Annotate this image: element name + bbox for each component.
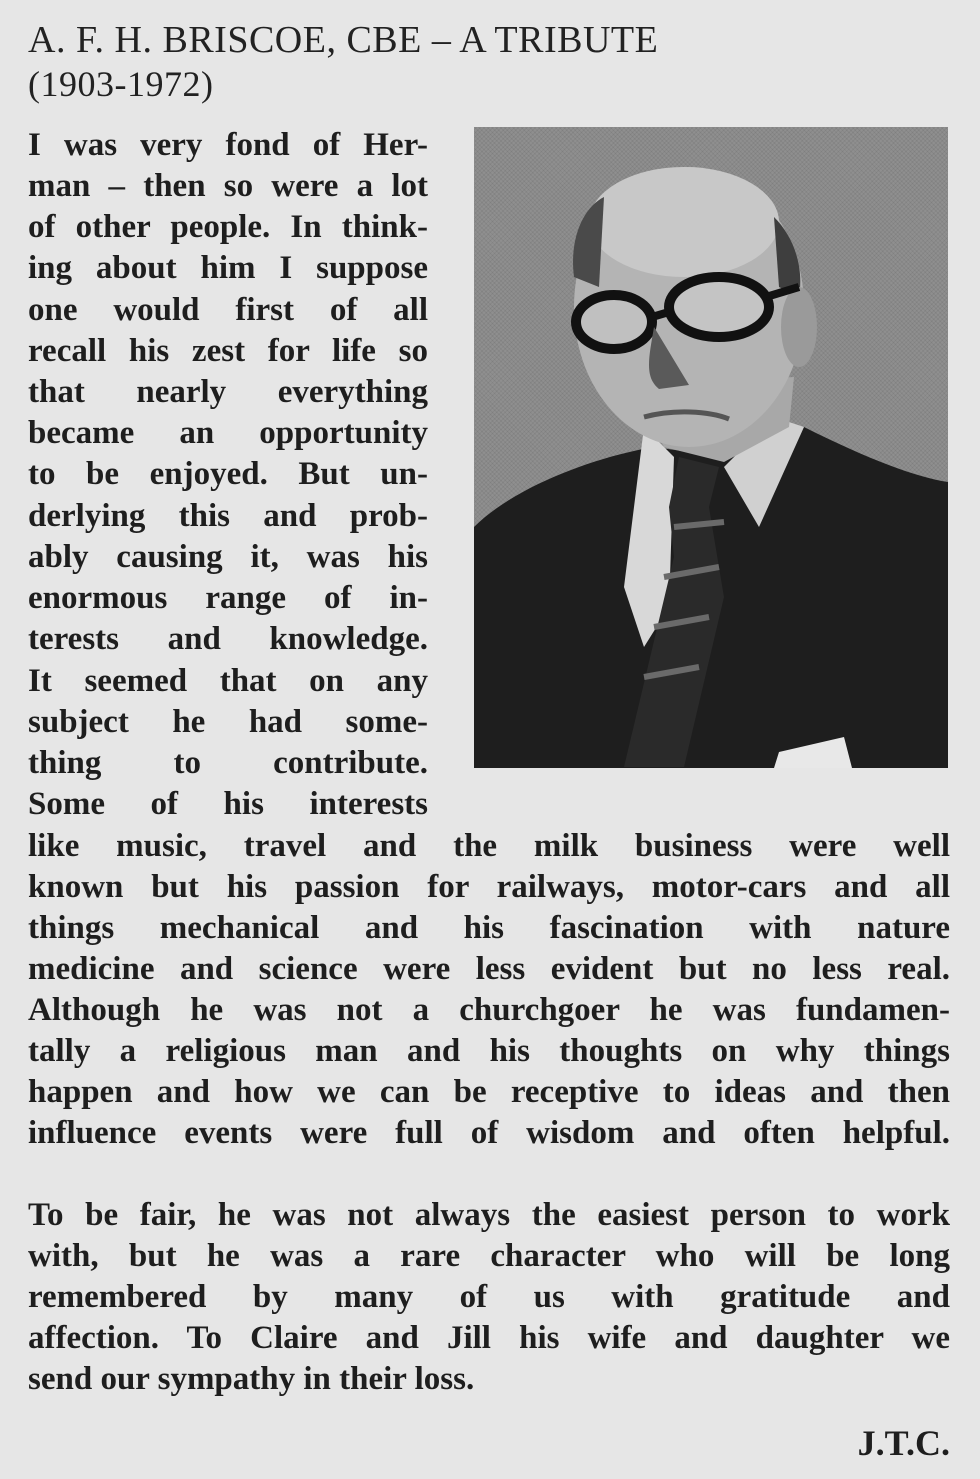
text-line: medicine and science were less evident but no less real. <box>28 951 950 987</box>
text-line: influence events were full of wisdom and often helpful. <box>28 1115 950 1151</box>
text-line: Although he was not a churchgoer he was fundamen- <box>28 992 950 1028</box>
text-line: remembered by many of us with gratitude and <box>28 1279 950 1315</box>
text-line: thing to contribute. <box>28 745 428 781</box>
text-line: happen and how we can be receptive to ideas and then <box>28 1074 950 1110</box>
page-title <box>28 18 658 106</box>
text-line: with, but he was a rare character who will be long <box>28 1238 950 1274</box>
text-line: like music, travel and the milk business were well <box>28 828 950 864</box>
text-line: that nearly everything <box>28 374 428 410</box>
text-line: things mechanical and his fascination with nature <box>28 910 950 946</box>
text-line: affection. To Claire and Jill his wife and daughter we <box>28 1320 950 1356</box>
portrait-image <box>474 127 948 768</box>
text-line: send our sympathy in their loss. <box>28 1361 475 1397</box>
text-line: It seemed that on any <box>28 663 428 699</box>
text-line: recall his zest for life so <box>28 333 428 369</box>
portrait-photo <box>474 127 948 768</box>
title-name: A. F. H. BRISCOE, CBE – A TRIBUTE <box>28 19 659 61</box>
text-line: ing about him I suppose <box>28 250 428 286</box>
text-line: known but his passion for railways, motor-cars and all <box>28 869 950 905</box>
text-line: I was very fond of Her- <box>28 127 428 163</box>
title-years: (1903-1972) <box>28 64 214 104</box>
text-line: tally a religious man and his thoughts on why things <box>28 1033 950 1069</box>
author-signature: J.T.C. <box>857 1423 950 1463</box>
text-line: enormous range of in- <box>28 580 428 616</box>
text-line: Some of his interests <box>28 786 428 822</box>
text-line: man – then so were a lot <box>28 168 428 204</box>
text-line: of other people. In think- <box>28 209 428 245</box>
text-line: one would first of all <box>28 292 428 328</box>
text-line: To be fair, he was not always the easiest person to work <box>28 1197 950 1233</box>
text-line: to be enjoyed. But un- <box>28 456 428 492</box>
text-line: derlying this and prob- <box>28 498 428 534</box>
text-line: ably causing it, was his <box>28 539 428 575</box>
text-line: subject he had some- <box>28 704 428 740</box>
text-line: became an opportunity <box>28 415 428 451</box>
text-line: terests and knowledge. <box>28 621 428 657</box>
